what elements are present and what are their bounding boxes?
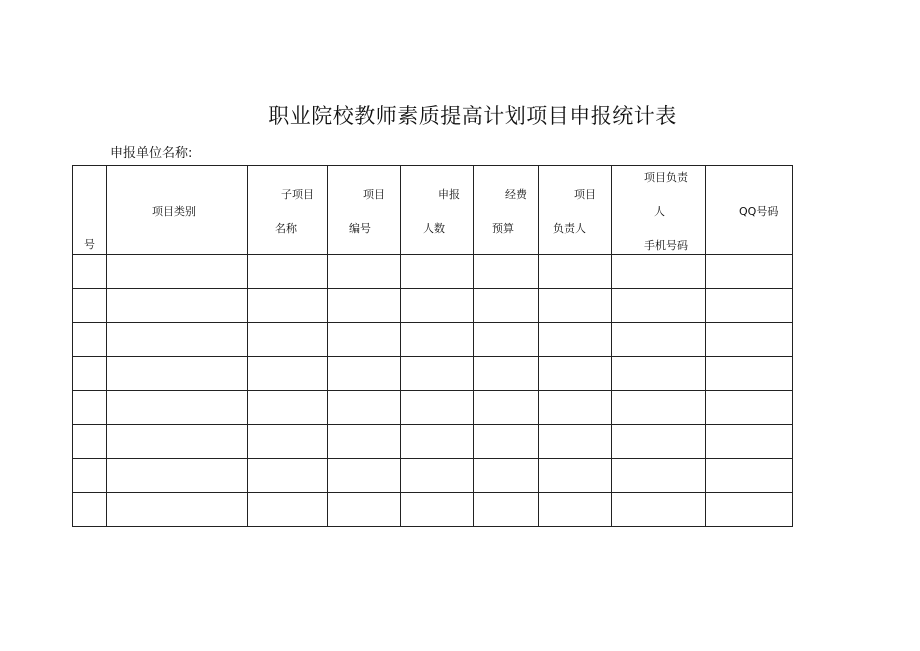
table-cell[interactable] [706,459,793,493]
table-cell[interactable] [73,493,107,527]
header-budget [474,166,539,255]
table-cell[interactable] [474,255,539,289]
table-cell[interactable] [107,255,248,289]
table-cell[interactable] [401,289,474,323]
table-cell[interactable] [706,323,793,357]
table-cell[interactable] [107,493,248,527]
header-code-line1: 项目 [363,188,385,201]
document-title: 职业院校教师素质提高计划项目申报统计表 [268,104,677,128]
table-cell[interactable] [401,323,474,357]
table-cell[interactable] [401,391,474,425]
table-cell[interactable] [328,493,401,527]
table-cell[interactable] [539,493,612,527]
table-cell[interactable] [73,323,107,357]
table-cell[interactable] [328,289,401,323]
header-phone-line3: 手机号码 [644,239,688,252]
header-qq-label: QQ号码 [739,205,779,218]
table-cell[interactable] [328,459,401,493]
table-cell[interactable] [401,459,474,493]
table-cell[interactable] [248,323,328,357]
table-cell[interactable] [539,425,612,459]
table-cell[interactable] [401,493,474,527]
table-cell[interactable] [706,391,793,425]
table-cell[interactable] [107,425,248,459]
table-cell[interactable] [401,255,474,289]
header-leader-line2: 负责人 [553,222,586,235]
table-cell[interactable] [474,289,539,323]
header-project-code [328,166,401,255]
table-cell[interactable] [248,493,328,527]
table-cell[interactable] [328,357,401,391]
table-cell[interactable] [474,323,539,357]
table-cell[interactable] [248,391,328,425]
header-qq [706,166,793,255]
header-project-leader [539,166,612,255]
table-cell[interactable] [539,255,612,289]
table-cell[interactable] [107,323,248,357]
statistics-table [72,165,793,527]
table-cell[interactable] [539,391,612,425]
table-cell[interactable] [474,459,539,493]
table-cell[interactable] [73,357,107,391]
header-phone-line2: 人 [654,205,665,218]
table-row [73,459,793,493]
table-row [73,323,793,357]
table-cell[interactable] [539,323,612,357]
table-cell[interactable] [612,255,706,289]
header-category [107,166,248,255]
header-subproject-name [248,166,328,255]
table-cell[interactable] [612,323,706,357]
table-cell[interactable] [401,425,474,459]
table-cell[interactable] [248,459,328,493]
table-cell[interactable] [248,357,328,391]
table-cell[interactable] [706,425,793,459]
table-cell[interactable] [612,391,706,425]
table-cell[interactable] [474,425,539,459]
table-cell[interactable] [706,493,793,527]
table-cell[interactable] [73,391,107,425]
table-cell[interactable] [706,255,793,289]
reporting-unit-label: 申报单位名称: [110,146,193,161]
header-category-label: 项目类别 [152,205,196,218]
table-cell[interactable] [612,425,706,459]
table-cell[interactable] [474,391,539,425]
table-row [73,357,793,391]
header-applicant-count [401,166,474,255]
table-cell[interactable] [73,255,107,289]
table-row [73,493,793,527]
header-budget-line1: 经费 [505,188,527,201]
table-cell[interactable] [328,323,401,357]
table-cell[interactable] [612,459,706,493]
table-cell[interactable] [248,425,328,459]
table-cell[interactable] [706,289,793,323]
header-name-line1: 子项目 [281,188,314,201]
table-cell[interactable] [474,357,539,391]
header-seq [73,166,107,255]
header-phone-line1: 项目负责 [644,171,688,184]
header-count-line2: 人数 [423,222,445,235]
table-row [73,289,793,323]
table-cell[interactable] [328,255,401,289]
table-row [73,255,793,289]
table-cell[interactable] [474,493,539,527]
table-cell[interactable] [539,459,612,493]
table-cell[interactable] [73,289,107,323]
table-cell[interactable] [706,357,793,391]
table-cell[interactable] [539,357,612,391]
table-cell[interactable] [612,493,706,527]
table-cell[interactable] [107,357,248,391]
header-leader-line1: 项目 [574,188,596,201]
table-cell[interactable] [539,289,612,323]
header-seq-label: 号 [84,238,95,251]
header-count-line1: 申报 [438,188,460,201]
table-cell[interactable] [73,425,107,459]
table-cell[interactable] [328,425,401,459]
table-header-row [73,166,793,255]
table-cell[interactable] [401,357,474,391]
table-cell[interactable] [107,289,248,323]
table-row [73,391,793,425]
table-cell[interactable] [107,459,248,493]
table-cell[interactable] [612,289,706,323]
table-cell[interactable] [612,357,706,391]
header-leader-phone [612,166,706,255]
header-name-line2: 名称 [275,222,297,235]
table-cell[interactable] [328,391,401,425]
table-cell[interactable] [107,391,248,425]
table-cell[interactable] [248,289,328,323]
header-budget-line2: 预算 [492,222,514,235]
table-cell[interactable] [248,255,328,289]
table-row [73,425,793,459]
header-code-line2: 编号 [349,222,371,235]
table-cell[interactable] [73,459,107,493]
